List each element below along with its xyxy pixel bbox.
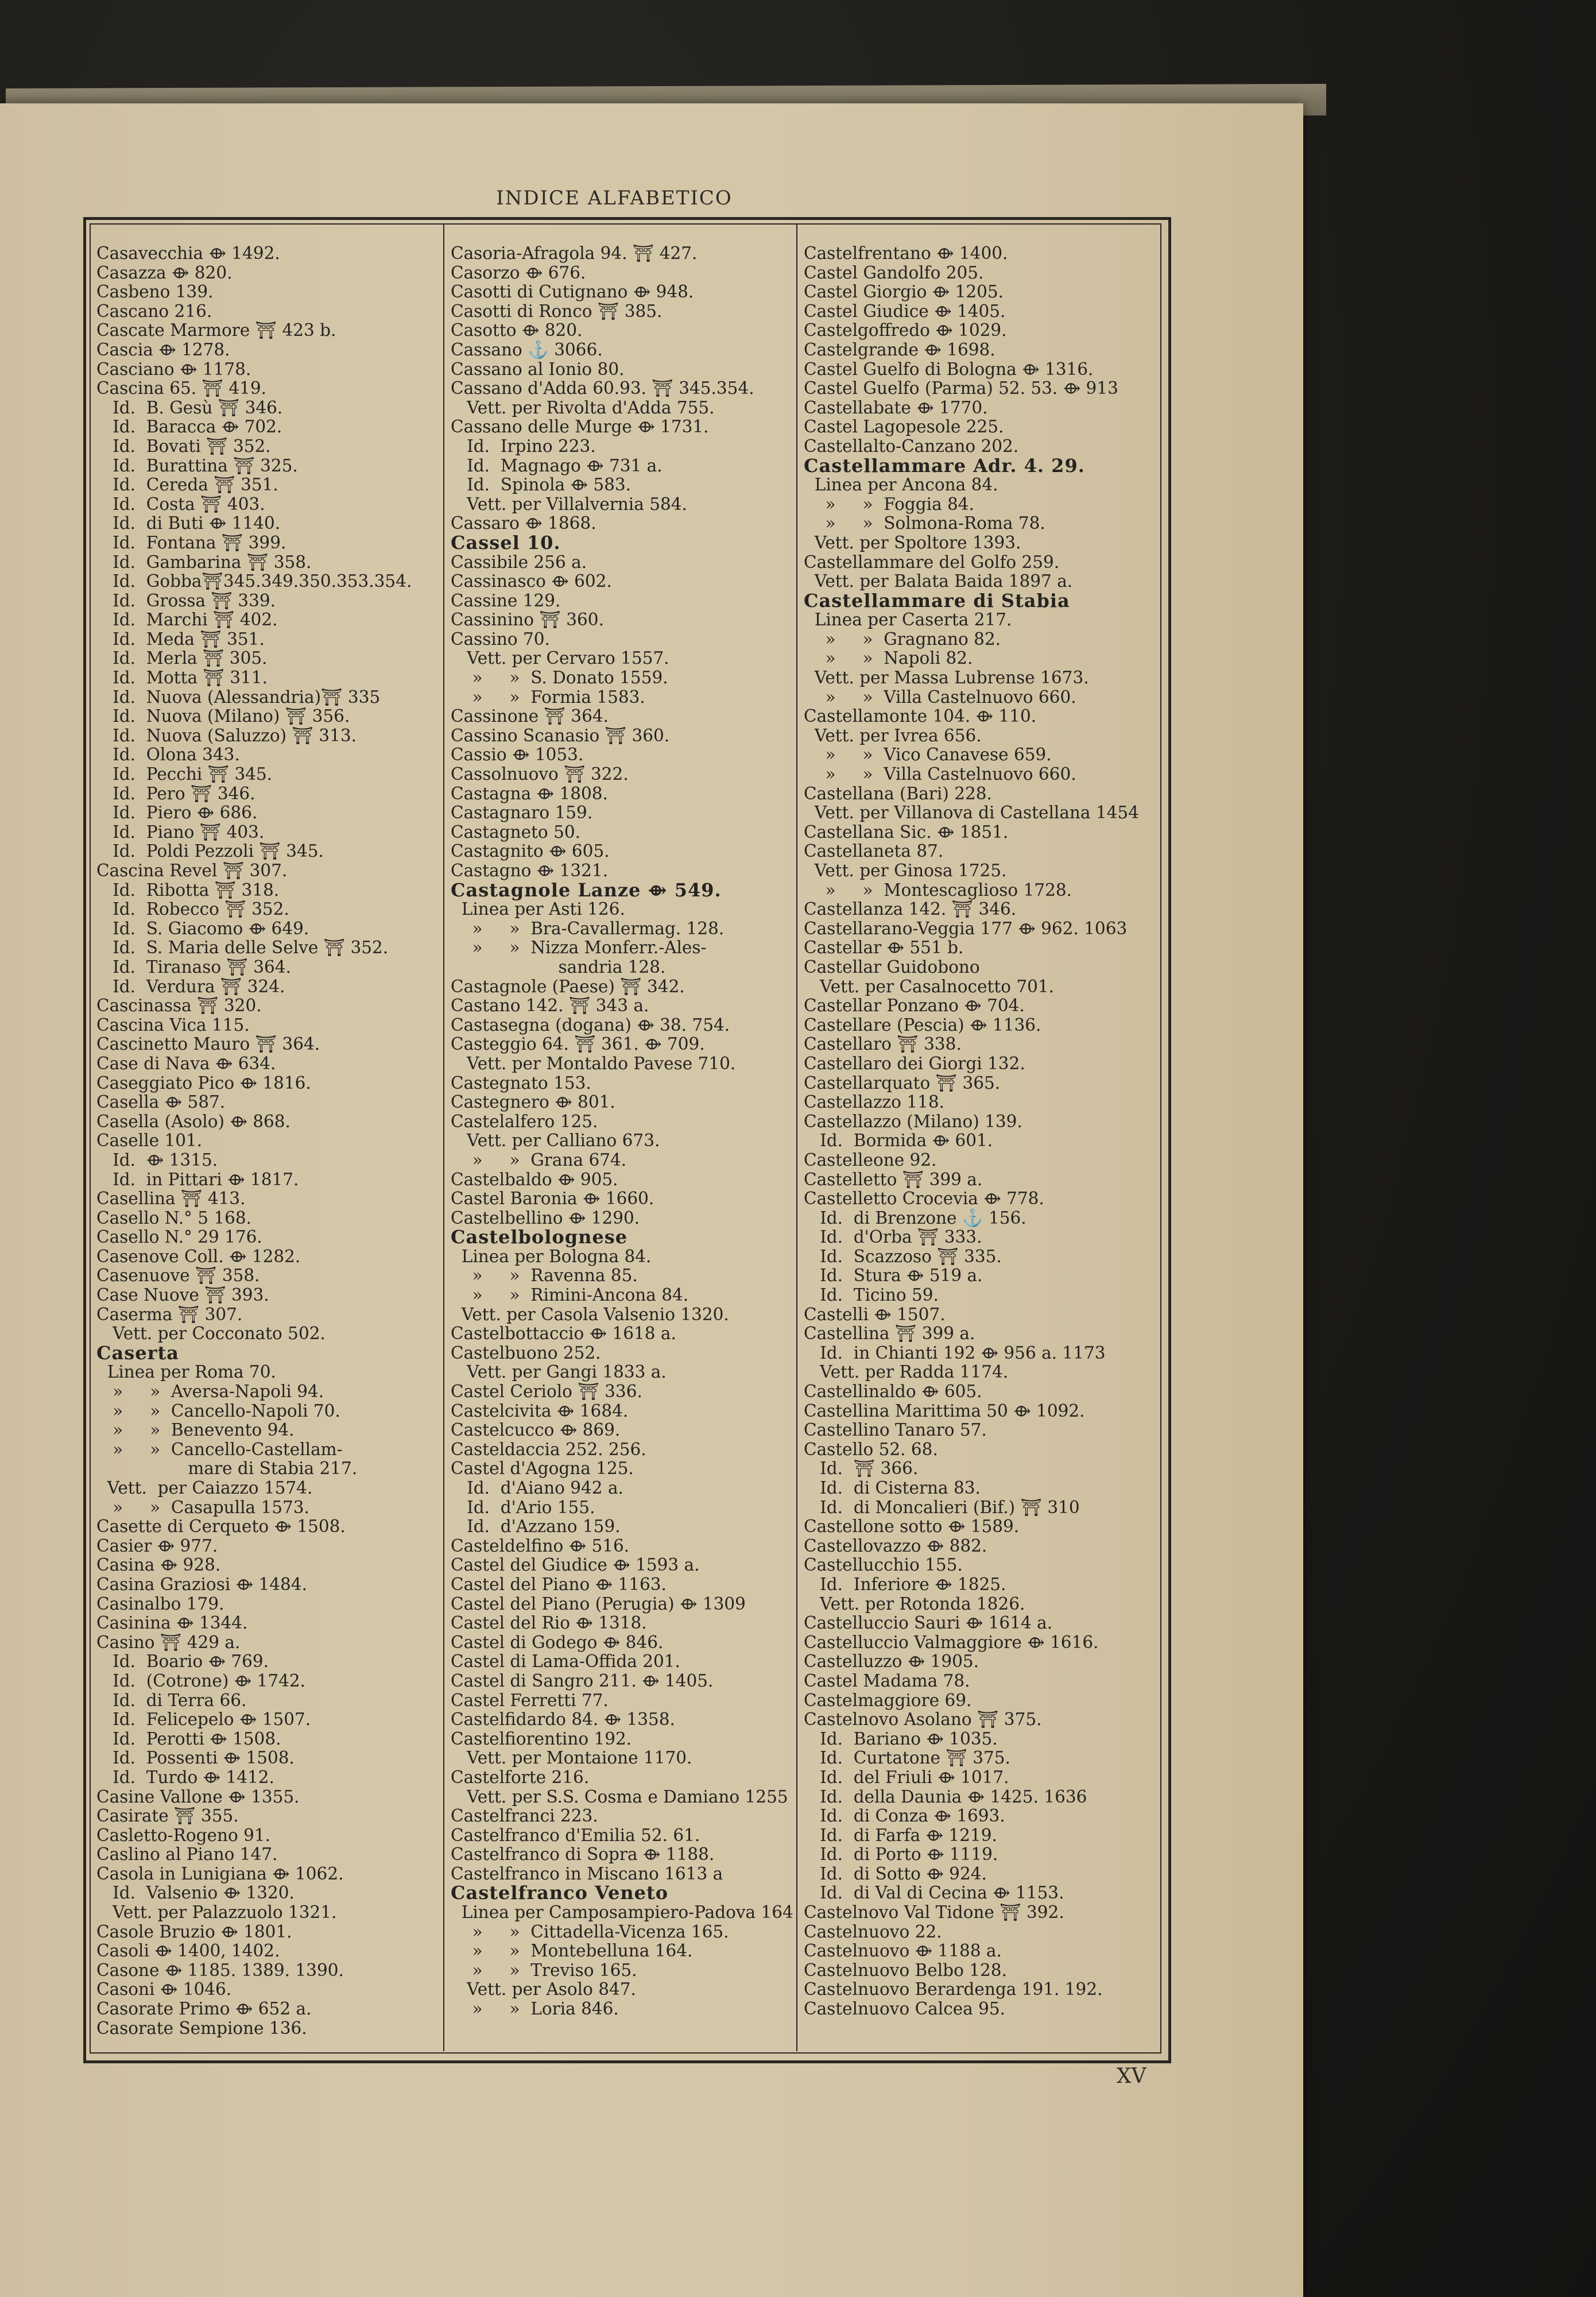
index-entry: Castel del Piano ⟴ 1163. [451, 1574, 667, 1594]
index-entry: Castel Giorgio ⟴ 1205. [804, 282, 1004, 302]
index-entry: Id. B. Gesù ⛩ 346. [96, 397, 283, 417]
index-entry: Cassano ⚓ 3066. [451, 339, 603, 359]
index-entry: » » Cancello-Castellam- [96, 1439, 343, 1459]
index-entry: Castel Gandolfo 205. [804, 262, 984, 283]
index-entry: Casotti di Ronco ⛩ 385. [451, 301, 663, 321]
index-entry: Castellinaldo ⟴ 605. [804, 1382, 982, 1402]
index-entry: Castellalto-Canzano 202. [804, 436, 1019, 456]
index-entry: Castelfrentano ⟴ 1400. [804, 243, 1008, 263]
index-entry: Castelluccio Valmaggiore ⟴ 1616. [804, 1632, 1099, 1652]
index-entry: Castelnuovo ⟴ 1188 a. [804, 1941, 1002, 1961]
index-entry: Vett. per Rotonda 1826. [804, 1594, 1025, 1614]
index-entry: Linea per Camposampiero-Padova 164 [451, 1902, 793, 1923]
index-entry: Castelfidardo 84. ⟴ 1358. [451, 1710, 675, 1730]
index-entry: Castegnero ⟴ 801. [451, 1092, 615, 1112]
index-entry: Vett. per Gangi 1833 a. [451, 1362, 667, 1382]
index-entry: Id. in Pittari ⟴ 1817. [96, 1169, 299, 1189]
index-entry: Castello 52. 68. [804, 1439, 938, 1459]
index-entry: Cassano al Ionio 80. [451, 359, 625, 379]
index-entry: Id. di Brenzone ⚓ 156. [804, 1208, 1026, 1228]
index-entry: Castellina ⛩ 399 a. [804, 1324, 975, 1344]
index-entry: Id. Possenti ⟴ 1508. [96, 1748, 295, 1768]
index-entry: Castel Baronia ⟴ 1660. [451, 1189, 654, 1209]
index-entry: Id. Poldi Pezzoli ⛩ 345. [96, 841, 324, 861]
index-entry: Vett. per Calliano 673. [451, 1131, 660, 1151]
index-entry: Castagno ⟴ 1321. [451, 861, 609, 880]
index-entry: Id. Inferiore ⟴ 1825. [804, 1574, 1006, 1594]
index-entry: Cassio ⟴ 1053. [451, 745, 584, 765]
index-entry: Casone ⟴ 1185. 1389. 1390. [96, 1960, 344, 1980]
page-number: XV [1117, 2064, 1146, 2088]
index-entry: Castellammare del Golfo 259. [804, 552, 1060, 572]
index-entry: Casella ⟴ 587. [96, 1092, 226, 1112]
index-entry: Casina Graziosi ⟴ 1484. [96, 1574, 307, 1594]
index-entry: » » Treviso 165. [451, 1960, 637, 1980]
index-entry: Casletto-Rogeno 91. [96, 1825, 270, 1845]
index-entry: Id. del Friuli ⟴ 1017. [804, 1767, 1009, 1787]
index-entry: Id. Stura ⟴ 519 a. [804, 1266, 983, 1286]
index-entry: Id. Baracca ⟴ 702. [96, 417, 282, 437]
index-entry: Linea per Caserta 217. [804, 610, 1012, 630]
index-entry: Vett. per Cocconato 502. [96, 1324, 326, 1344]
index-entry: Castel Guelfo di Bologna ⟴ 1316. [804, 359, 1094, 379]
index-entry: Id. Ticino 59. [804, 1285, 939, 1305]
index-entry: Casorzo ⟴ 676. [451, 262, 586, 283]
index-entry: Castelnovo Val Tidone ⛩ 392. [804, 1902, 1064, 1923]
index-entry: Castellamonte 104. ⟴ 110. [804, 706, 1037, 726]
index-entry: Castel di Lama-Offida 201. [451, 1652, 680, 1672]
index-entry: » » Cancello-Napoli 70. [96, 1401, 340, 1421]
index-entry: Castel del Giudice ⟴ 1593 a. [451, 1555, 700, 1575]
index-entry: Castellar Guidobono [804, 957, 980, 977]
index-entry: » » Grana 674. [451, 1150, 627, 1170]
index-entry: Castelgrande ⟴ 1698. [804, 339, 995, 359]
index-entry: Castellarano-Veggia 177 ⟴ 962. 1063 [804, 918, 1128, 938]
index-entry: Vett. per Spoltore 1393. [804, 532, 1021, 552]
index-entry: Castelluccio Sauri ⟴ 1614 a. [804, 1613, 1053, 1633]
index-entry: Linea per Bologna 84. [451, 1246, 652, 1266]
index-entry: Id. ⛩ 366. [804, 1459, 919, 1479]
page-title: INDICE ALFABETICO [496, 187, 733, 210]
index-entry: Id. Burattina ⛩ 325. [96, 455, 298, 475]
index-entry: Casorate Sempione 136. [96, 2018, 307, 2038]
index-entry: Castelbuono 252. [451, 1343, 601, 1363]
index-entry: Castelfranco di Sopra ⟴ 1188. [451, 1844, 715, 1865]
index-entry: Castellar ⟴ 551 b. [804, 938, 964, 958]
index-entry: » » Formia 1583. [451, 687, 645, 707]
index-entry: » » Vico Canavese 659. [804, 745, 1052, 765]
index-entry: Castelnovo Asolano ⛩ 375. [804, 1710, 1042, 1730]
index-entry: Castegnato 153. [451, 1073, 591, 1093]
index-heading: Castellammare di Stabia [804, 589, 1070, 612]
index-entry: Castagnito ⟴ 605. [451, 841, 610, 861]
index-entry: Castel d'Agogna 125. [451, 1459, 634, 1479]
index-entry: Casette di Cerqueto ⟴ 1508. [96, 1517, 346, 1537]
index-entry: Id. Irpino 223. [451, 436, 596, 456]
index-entry: Castelletto ⛩ 399 a. [804, 1169, 983, 1189]
index-entry: Casinina ⟴ 1344. [96, 1613, 248, 1633]
index-entry: Id. Grossa ⛩ 339. [96, 590, 276, 610]
index-entry: Id. Olona 343. [96, 745, 240, 765]
index-entry: Id. di Sotto ⟴ 924. [804, 1863, 987, 1884]
index-entry: Castel Guelfo (Parma) 52. 53. ⟴ 913 [804, 378, 1118, 399]
index-entry: Castagnole (Paese) ⛩ 342. [451, 976, 685, 996]
index-entry: Id. di Terra 66. [96, 1690, 247, 1710]
column-divider [796, 223, 797, 2051]
index-entry: Vett. per Villanova di Castellana 1454 [804, 803, 1139, 823]
index-entry: Castelgoffredo ⟴ 1029. [804, 320, 1007, 341]
index-entry: » » Napoli 82. [804, 648, 973, 668]
index-entry: Id. Pecchi ⛩ 345. [96, 764, 273, 784]
index-entry: Cassolnuovo ⛩ 322. [451, 764, 629, 784]
index-entry: Castel del Rio ⟴ 1318. [451, 1613, 647, 1633]
index-entry: Castel Giudice ⟴ 1405. [804, 301, 1006, 321]
index-entry: Id. Nuova (Saluzzo) ⛩ 313. [96, 725, 357, 745]
index-entry: Castelnuovo Berardenga 191. 192. [804, 1979, 1103, 2000]
index-entry: Id. di Cisterna 83. [804, 1478, 981, 1498]
column-divider [443, 223, 444, 2051]
index-entry: Caslino al Piano 147. [96, 1844, 278, 1865]
index-entry: Vett. per Montaldo Pavese 710. [451, 1053, 736, 1073]
index-entry: Castelbaldo ⟴ 905. [451, 1169, 618, 1189]
index-entry: Cassibile 256 a. [451, 552, 587, 572]
index-entry: Castellazzo 118. [804, 1092, 944, 1112]
index-heading: Caserta [96, 1341, 179, 1364]
index-entry: Casino ⛩ 429 a. [96, 1632, 241, 1652]
index-entry: Id. di Conza ⟴ 1693. [804, 1806, 1005, 1826]
index-entry: Castelnuovo 22. [804, 1921, 942, 1942]
index-entry: Caselle 101. [96, 1131, 203, 1151]
index-entry: Linea per Roma 70. [96, 1362, 276, 1382]
index-entry: Vett. per Massa Lubrense 1673. [804, 668, 1089, 688]
index-entry: Id. di Moncalieri (Bif.) ⛩ 310 [804, 1497, 1080, 1517]
index-entry: » » Solmona-Roma 78. [804, 513, 1045, 533]
index-entry: Casbeno 139. [96, 282, 214, 302]
index-entry: » » Cittadella-Vicenza 165. [451, 1921, 729, 1942]
index-entry: » » Bra-Cavallermag. 128. [451, 918, 725, 938]
index-entry: Cassinasco ⟴ 602. [451, 571, 612, 591]
index-entry: Castellina Marittima 50 ⟴ 1092. [804, 1401, 1085, 1421]
index-entry: Casina ⟴ 928. [96, 1555, 221, 1575]
index-entry: Casotti di Cutignano ⟴ 948. [451, 282, 694, 302]
index-entry: Id. Robecco ⛩ 352. [96, 899, 289, 919]
index-entry: Cascate Marmore ⛩ 423 b. [96, 320, 336, 341]
index-entry: Casole Bruzio ⟴ 1801. [96, 1921, 292, 1942]
index-entry: Id. Nuova (Alessandria)⛩ 335 [96, 687, 381, 707]
index-entry: Cassaro ⟴ 1868. [451, 513, 596, 533]
index-entry: Vett. per Ginosa 1725. [804, 861, 1007, 880]
index-heading: Castelfranco Veneto [451, 1882, 669, 1904]
index-entry: Castelli ⟴ 1507. [804, 1304, 946, 1324]
index-entry: Castellar Ponzano ⟴ 704. [804, 996, 1025, 1016]
index-entry: Id. Bariano ⟴ 1035. [804, 1728, 998, 1749]
index-entry: Casellina ⛩ 413. [96, 1189, 246, 1209]
index-entry: » » Villa Castelnuovo 660. [804, 687, 1076, 707]
index-entry: Id. Boario ⟴ 769. [96, 1652, 269, 1672]
index-entry: Castellabate ⟴ 1770. [804, 397, 988, 417]
index-entry: Cassano d'Adda 60.93. ⛩ 345.354. [451, 378, 754, 399]
index-entry: Id. Marchi ⛩ 402. [96, 610, 278, 630]
index-entry: Castel Madama 78. [804, 1670, 970, 1691]
index-column-1 [96, 244, 441, 2038]
index-entry: Cassinone ⛩ 364. [451, 706, 609, 726]
index-entry: Id. Tiranaso ⛩ 364. [96, 957, 291, 977]
index-entry: Cascano 216. [96, 301, 212, 321]
index-entry: Id. della Daunia ⟴ 1425. 1636 [804, 1786, 1087, 1807]
index-entry: Case Nuove ⛩ 393. [96, 1285, 269, 1305]
index-entry: Cascia ⟴ 1278. [96, 339, 230, 359]
index-entry: Castelfranci 223. [451, 1806, 598, 1826]
index-column-2 [451, 244, 795, 2019]
index-entry: Castelfranco d'Emilia 52. 61. [451, 1825, 700, 1845]
index-entry: Vett. per Radda 1174. [804, 1362, 1009, 1382]
index-entry: Castelletto Crocevia ⟴ 778. [804, 1189, 1044, 1209]
index-entry: Caseggiato Pico ⟴ 1816. [96, 1073, 311, 1093]
index-entry: Castagneto 50. [451, 822, 580, 842]
index-entry: Castel di Sangro 211. ⟴ 1405. [451, 1670, 714, 1691]
index-entry: Castelfranco in Miscano 1613 a [451, 1863, 723, 1884]
index-entry: Casenuove ⛩ 358. [96, 1266, 260, 1286]
index-entry: Id. Meda ⛩ 351. [96, 629, 265, 649]
index-entry: Id. Motta ⛩ 311. [96, 668, 268, 688]
index-entry: Linea per Asti 126. [451, 899, 625, 919]
index-entry: Castelalfero 125. [451, 1111, 598, 1131]
index-entry: Id. Bovati ⛩ 352. [96, 436, 271, 456]
index-entry: Castellone sotto ⟴ 1589. [804, 1517, 1020, 1537]
index-entry: Castelforte 216. [451, 1767, 590, 1787]
index-entry: » » Nizza Monferr.-Ales- [451, 938, 707, 958]
index-entry: Casavecchia ⟴ 1492. [96, 243, 280, 263]
index-entry: Id. Fontana ⛩ 399. [96, 532, 286, 552]
index-entry: Cascinassa ⛩ 320. [96, 996, 262, 1016]
index-entry: Vett. per Caiazzo 1574. [96, 1478, 313, 1498]
index-entry: Id. d'Aiano 942 a. [451, 1478, 623, 1498]
index-entry: » » Rimini-Ancona 84. [451, 1285, 689, 1305]
index-entry: Id. d'Azzano 159. [451, 1517, 621, 1537]
index-entry: Castel Lagopesole 225. [804, 417, 1004, 437]
index-entry: Id. Ribotta ⛩ 318. [96, 880, 280, 900]
index-entry: Castel di Godego ⟴ 846. [451, 1632, 664, 1652]
index-entry: Casella (Asolo) ⟴ 868. [96, 1111, 290, 1131]
index-entry: Castel del Piano (Perugia) ⟴ 1309 [451, 1594, 746, 1614]
index-entry: Id. Turdo ⟴ 1412. [96, 1767, 274, 1787]
index-entry: Id. Magnago ⟴ 731 a. [451, 455, 663, 475]
index-entry: Casteldelfino ⟴ 516. [451, 1536, 630, 1556]
index-entry: Linea per Ancona 84. [804, 475, 998, 495]
index-entry: Id. S. Giacomo ⟴ 649. [96, 918, 309, 938]
index-entry: Id. Merla ⛩ 305. [96, 648, 268, 668]
index-entry: » » Aversa-Napoli 94. [96, 1382, 324, 1402]
index-entry: Casciano ⟴ 1178. [96, 359, 251, 379]
index-entry: Id. d'Ario 155. [451, 1497, 595, 1517]
index-entry: Casoni ⟴ 1046. [96, 1979, 232, 2000]
index-entry: Castellanza 142. ⛩ 346. [804, 899, 1017, 919]
index-entry: Cassinino ⛩ 360. [451, 610, 604, 630]
index-entry: Id. ⟴ 1315. [96, 1150, 218, 1170]
index-entry: sandria 128. [451, 957, 666, 977]
index-heading: Castelbolognese [451, 1226, 628, 1248]
index-heading: Castagnole Lanze ⟴ 549. [451, 879, 722, 901]
index-entry: Id. Scazzoso ⛩ 335. [804, 1246, 1002, 1266]
index-heading: Cassel 10. [451, 531, 561, 554]
index-entry: Id. Verdura ⛩ 324. [96, 976, 285, 996]
index-entry: » » Villa Castelnuovo 660. [804, 764, 1076, 784]
index-entry: Castelmaggiore 69. [804, 1690, 972, 1710]
index-entry: Id. in Chianti 192 ⟴ 956 a. 1173 [804, 1343, 1106, 1363]
index-entry: Castelluzzo ⟴ 1905. [804, 1652, 979, 1672]
index-entry: Castellare (Pescia) ⟴ 1136. [804, 1015, 1041, 1035]
index-entry: Casier ⟴ 977. [96, 1536, 218, 1556]
index-entry: Vett. per Rivolta d'Adda 755. [451, 397, 715, 417]
index-entry: Castellarquato ⛩ 365. [804, 1073, 1001, 1093]
index-entry: Id. (Cotrone) ⟴ 1742. [96, 1670, 306, 1691]
index-entry: Casirate ⛩ 355. [96, 1806, 239, 1826]
index-entry: » » Montescaglioso 1728. [804, 880, 1072, 900]
index-entry: » » Benevento 94. [96, 1420, 295, 1440]
index-entry: Vett. per Cervaro 1557. [451, 648, 669, 668]
index-entry: Caserma ⛩ 307. [96, 1304, 243, 1324]
index-entry: Castelbottaccio ⟴ 1618 a. [451, 1324, 676, 1344]
index-entry: Vett. per Balata Baida 1897 a. [804, 571, 1073, 591]
index-entry: Casola in Lunigiana ⟴ 1062. [96, 1863, 344, 1884]
index-entry: Vett. per S.S. Cosma e Damiano 1255 [451, 1786, 788, 1807]
index-entry: Castellovazzo ⟴ 882. [804, 1536, 987, 1556]
index-entry: Vett. per Casalnocetto 701. [804, 976, 1055, 996]
index-entry: » » Foggia 84. [804, 494, 974, 514]
index-entry: » » Montebelluna 164. [451, 1941, 693, 1961]
index-entry: Castellucchio 155. [804, 1555, 963, 1575]
index-entry: Castano 142. ⛩ 343 a. [451, 996, 649, 1016]
index-entry: Cascinetto Mauro ⛩ 364. [96, 1034, 320, 1054]
index-entry: Id. Piano ⛩ 403. [96, 822, 265, 842]
index-entry: » » Casapulla 1573. [96, 1497, 309, 1517]
index-entry: Casteggio 64. ⛩ 361. ⟴ 709. [451, 1034, 705, 1054]
index-entry: Casorate Primo ⟴ 652 a. [96, 1999, 312, 2019]
index-entry: Castelcucco ⟴ 869. [451, 1420, 621, 1440]
index-entry: Id. Bormida ⟴ 601. [804, 1131, 993, 1151]
index-entry: Id. di Farfa ⟴ 1219. [804, 1825, 997, 1845]
index-entry: mare di Stabia 217. [96, 1459, 358, 1479]
index-entry: Casello N.° 5 168. [96, 1208, 252, 1228]
index-entry: Castasegna (dogana) ⟴ 38. 754. [451, 1015, 730, 1035]
index-entry: Cascina Revel ⛩ 307. [96, 861, 288, 880]
index-entry: Casinalbo 179. [96, 1594, 224, 1614]
index-entry: Id. Curtatone ⛩ 375. [804, 1748, 1010, 1768]
index-entry: Id. Nuova (Milano) ⛩ 356. [96, 706, 350, 726]
index-entry: Castellaro ⛩ 338. [804, 1034, 962, 1054]
index-entry: Castellazzo (Milano) 139. [804, 1111, 1022, 1131]
index-entry: Castelbellino ⟴ 1290. [451, 1208, 640, 1228]
index-entry: Id. Felicepelo ⟴ 1507. [96, 1710, 311, 1730]
index-entry: Id. Valsenio ⟴ 1320. [96, 1883, 295, 1903]
index-entry: Casine Vallone ⟴ 1355. [96, 1786, 300, 1807]
index-entry: Id. Cereda ⛩ 351. [96, 475, 278, 495]
index-entry: Castelcivita ⟴ 1684. [451, 1401, 629, 1421]
index-heading: Castellammare Adr. 4. 29. [804, 454, 1085, 477]
index-entry: Casello N.° 29 176. [96, 1227, 262, 1247]
index-entry: Casoria-Afragola 94. ⛩ 427. [451, 243, 698, 263]
index-column-3 [804, 244, 1148, 2019]
index-entry: Castagnaro 159. [451, 803, 593, 823]
index-entry: Vett. per Montaione 1170. [451, 1748, 692, 1768]
index-entry: » » Gragnano 82. [804, 629, 1001, 649]
index-entry: Case di Nava ⟴ 634. [96, 1053, 276, 1073]
index-entry: Id. Perotti ⟴ 1508. [96, 1728, 281, 1749]
index-entry: Id. Pero ⛩ 346. [96, 783, 255, 803]
index-entry: Casotto ⟴ 820. [451, 320, 583, 341]
index-entry: Id. di Porto ⟴ 1119. [804, 1844, 998, 1865]
index-entry: Castelleone 92. [804, 1150, 937, 1170]
index-entry: Casenove Coll. ⟴ 1282. [96, 1246, 301, 1266]
index-entry: Castellaro dei Giorgi 132. [804, 1053, 1025, 1073]
index-entry: » » Ravenna 85. [451, 1266, 638, 1286]
index-entry: Vett. per Villalvernia 584. [451, 494, 687, 514]
index-entry: Vett. per Ivrea 656. [804, 725, 982, 745]
index-entry: Cassine 129. [451, 590, 561, 610]
index-entry: Castellaneta 87. [804, 841, 944, 861]
index-entry: Vett. per Palazzuolo 1321. [96, 1902, 337, 1923]
index-entry: Id. d'Orba ⛩ 333. [804, 1227, 982, 1247]
index-entry: Castellana (Bari) 228. [804, 783, 992, 803]
index-entry: Castellino Tanaro 57. [804, 1420, 987, 1440]
index-entry: Vett. per Casola Valsenio 1320. [451, 1304, 729, 1324]
index-entry: Cascina 65. ⛩ 419. [96, 378, 267, 399]
index-entry: Castellana Sic. ⟴ 1851. [804, 822, 1009, 842]
index-entry: Castagna ⟴ 1808. [451, 783, 608, 803]
index-entry: Vett. per Asolo 847. [451, 1979, 636, 2000]
index-entry: Id. di Buti ⟴ 1140. [96, 513, 281, 533]
index-entry: Castelnuovo Belbo 128. [804, 1960, 1007, 1980]
index-entry: Castel Ferretti 77. [451, 1690, 609, 1710]
index-entry: Id. Piero ⟴ 686. [96, 803, 258, 823]
index-entry: » » Loria 846. [451, 1999, 619, 2019]
index-entry: Id. Gambarina ⛩ 358. [96, 552, 312, 572]
index-entry: Cascina Vica 115. [96, 1015, 250, 1035]
index-entry: Id. di Val di Cecina ⟴ 1153. [804, 1883, 1064, 1903]
index-entry: Id. Costa ⛩ 403. [96, 494, 265, 514]
index-entry: Casoli ⟴ 1400, 1402. [96, 1941, 280, 1961]
index-entry: Cassano delle Murge ⟴ 1731. [451, 417, 709, 437]
index-entry: Castelnuovo Calcea 95. [804, 1999, 1006, 2019]
index-entry: Casazza ⟴ 820. [96, 262, 233, 283]
index-entry: Cassino 70. [451, 629, 550, 649]
index-entry: » » S. Donato 1559. [451, 668, 668, 688]
index-entry: Castel Ceriolo ⛩ 336. [451, 1382, 642, 1402]
index-entry: Id. S. Maria delle Selve ⛩ 352. [96, 938, 389, 958]
index-entry: Cassino Scanasio ⛩ 360. [451, 725, 670, 745]
index-entry: Id. Spinola ⟴ 583. [451, 475, 632, 495]
index-entry: Id. Gobba⛩345.349.350.353.354. [96, 571, 412, 591]
index-entry: Casteldaccia 252. 256. [451, 1439, 646, 1459]
index-entry: Castelfiorentino 192. [451, 1728, 632, 1749]
